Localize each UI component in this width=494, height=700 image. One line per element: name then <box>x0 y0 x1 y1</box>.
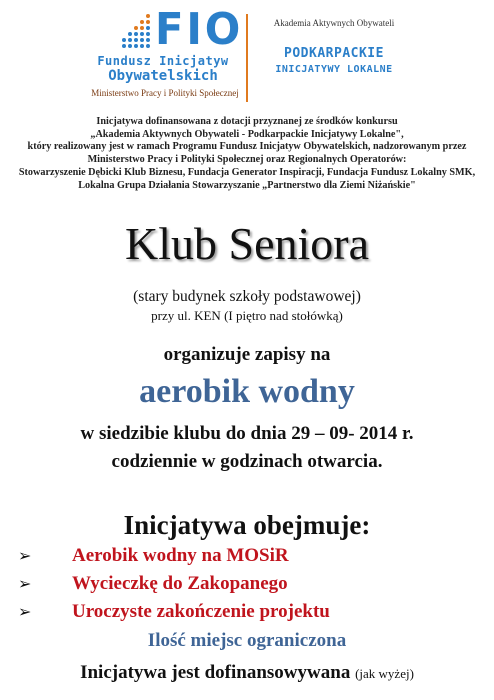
logo-divider <box>246 14 248 102</box>
list-item-text: Aerobik wodny na MOSiR <box>72 545 289 566</box>
notice-line: Stowarzyszenie Dębicki Klub Biznesu, Fundacja Generator Inspiracji, Fundacja Fundusz Lokalny SMK, <box>18 166 476 178</box>
notice-line: Lokalna Grupa Działania Stowarzyszanie „Partnerstwo dla Ziemi Niżańskie" <box>78 179 416 191</box>
partner-caption: Akademia Aktywnych Obywateli <box>273 18 395 28</box>
list-item-text: Wycieczkę do Zakopanego <box>72 573 288 594</box>
fio-dots-icon <box>118 14 152 54</box>
notice-line: Inicjatywa dofinansowana z dotacji przyznanej ze środków konkursu <box>96 116 398 127</box>
location-subtitle: (stary budynek szkoły podstawowej) <box>133 288 361 305</box>
partner-logo-line2: INICJATYWY LOKALNE <box>275 64 393 75</box>
fio-logo-line1: Fundusz Inicjatyw <box>97 54 229 68</box>
address-subtitle: przy ul. KEN (I piętro nad stołówką) <box>151 308 343 323</box>
includes-heading: Inicjatywa obejmuje: <box>123 510 371 540</box>
cofunded-note: (jak wyżej) <box>355 666 414 681</box>
arrow-right-icon: ➢ <box>18 574 32 593</box>
deadline-text: w siedzibie klubu do dnia 29 – 09- 2014 r. <box>80 423 414 444</box>
fio-logo-mark: FIO <box>155 4 244 55</box>
partner-logo-line1: PODKARPACKIE <box>284 46 384 61</box>
organizes-text: organizuje zapisy na <box>163 344 331 365</box>
limited-seats-text: Ilość miejsc ograniczona <box>147 630 347 651</box>
list-item <box>18 544 488 572</box>
list-item-text: Uroczyste zakończenie projektu <box>72 601 330 622</box>
list-item <box>18 572 488 600</box>
ministry-caption: Ministerstwo Pracy i Polityki Społecznej <box>91 88 239 98</box>
notice-line: który realizowany jest w ramach Programu Fundusz Inicjatyw Obywatelskich, nadzorowanym przez <box>27 141 467 153</box>
hours-text: codziennie w godzinach otwarcia. <box>111 451 383 472</box>
includes-list <box>18 544 488 628</box>
notice-line: „Akademia Aktywnych Obywateli - Podkarpackie Inicjatywy Lokalne", <box>90 128 404 140</box>
cofunded-text <box>0 661 494 686</box>
funding-notice <box>10 116 484 192</box>
page-title: Klub Seniora <box>124 218 369 269</box>
cofunded-main: Inicjatywa jest dofinansowywana <box>80 662 351 683</box>
list-item <box>18 600 488 628</box>
header-logos <box>0 0 494 108</box>
activity-heading: aerobik wodny <box>139 373 355 410</box>
arrow-right-icon: ➢ <box>18 602 32 621</box>
fio-logo-line2: Obywatelskich <box>108 68 218 84</box>
notice-line: Ministerstwo Pracy i Polityki Społecznej oraz Regionalnych Operatorów: <box>87 154 407 166</box>
arrow-right-icon: ➢ <box>18 546 32 565</box>
